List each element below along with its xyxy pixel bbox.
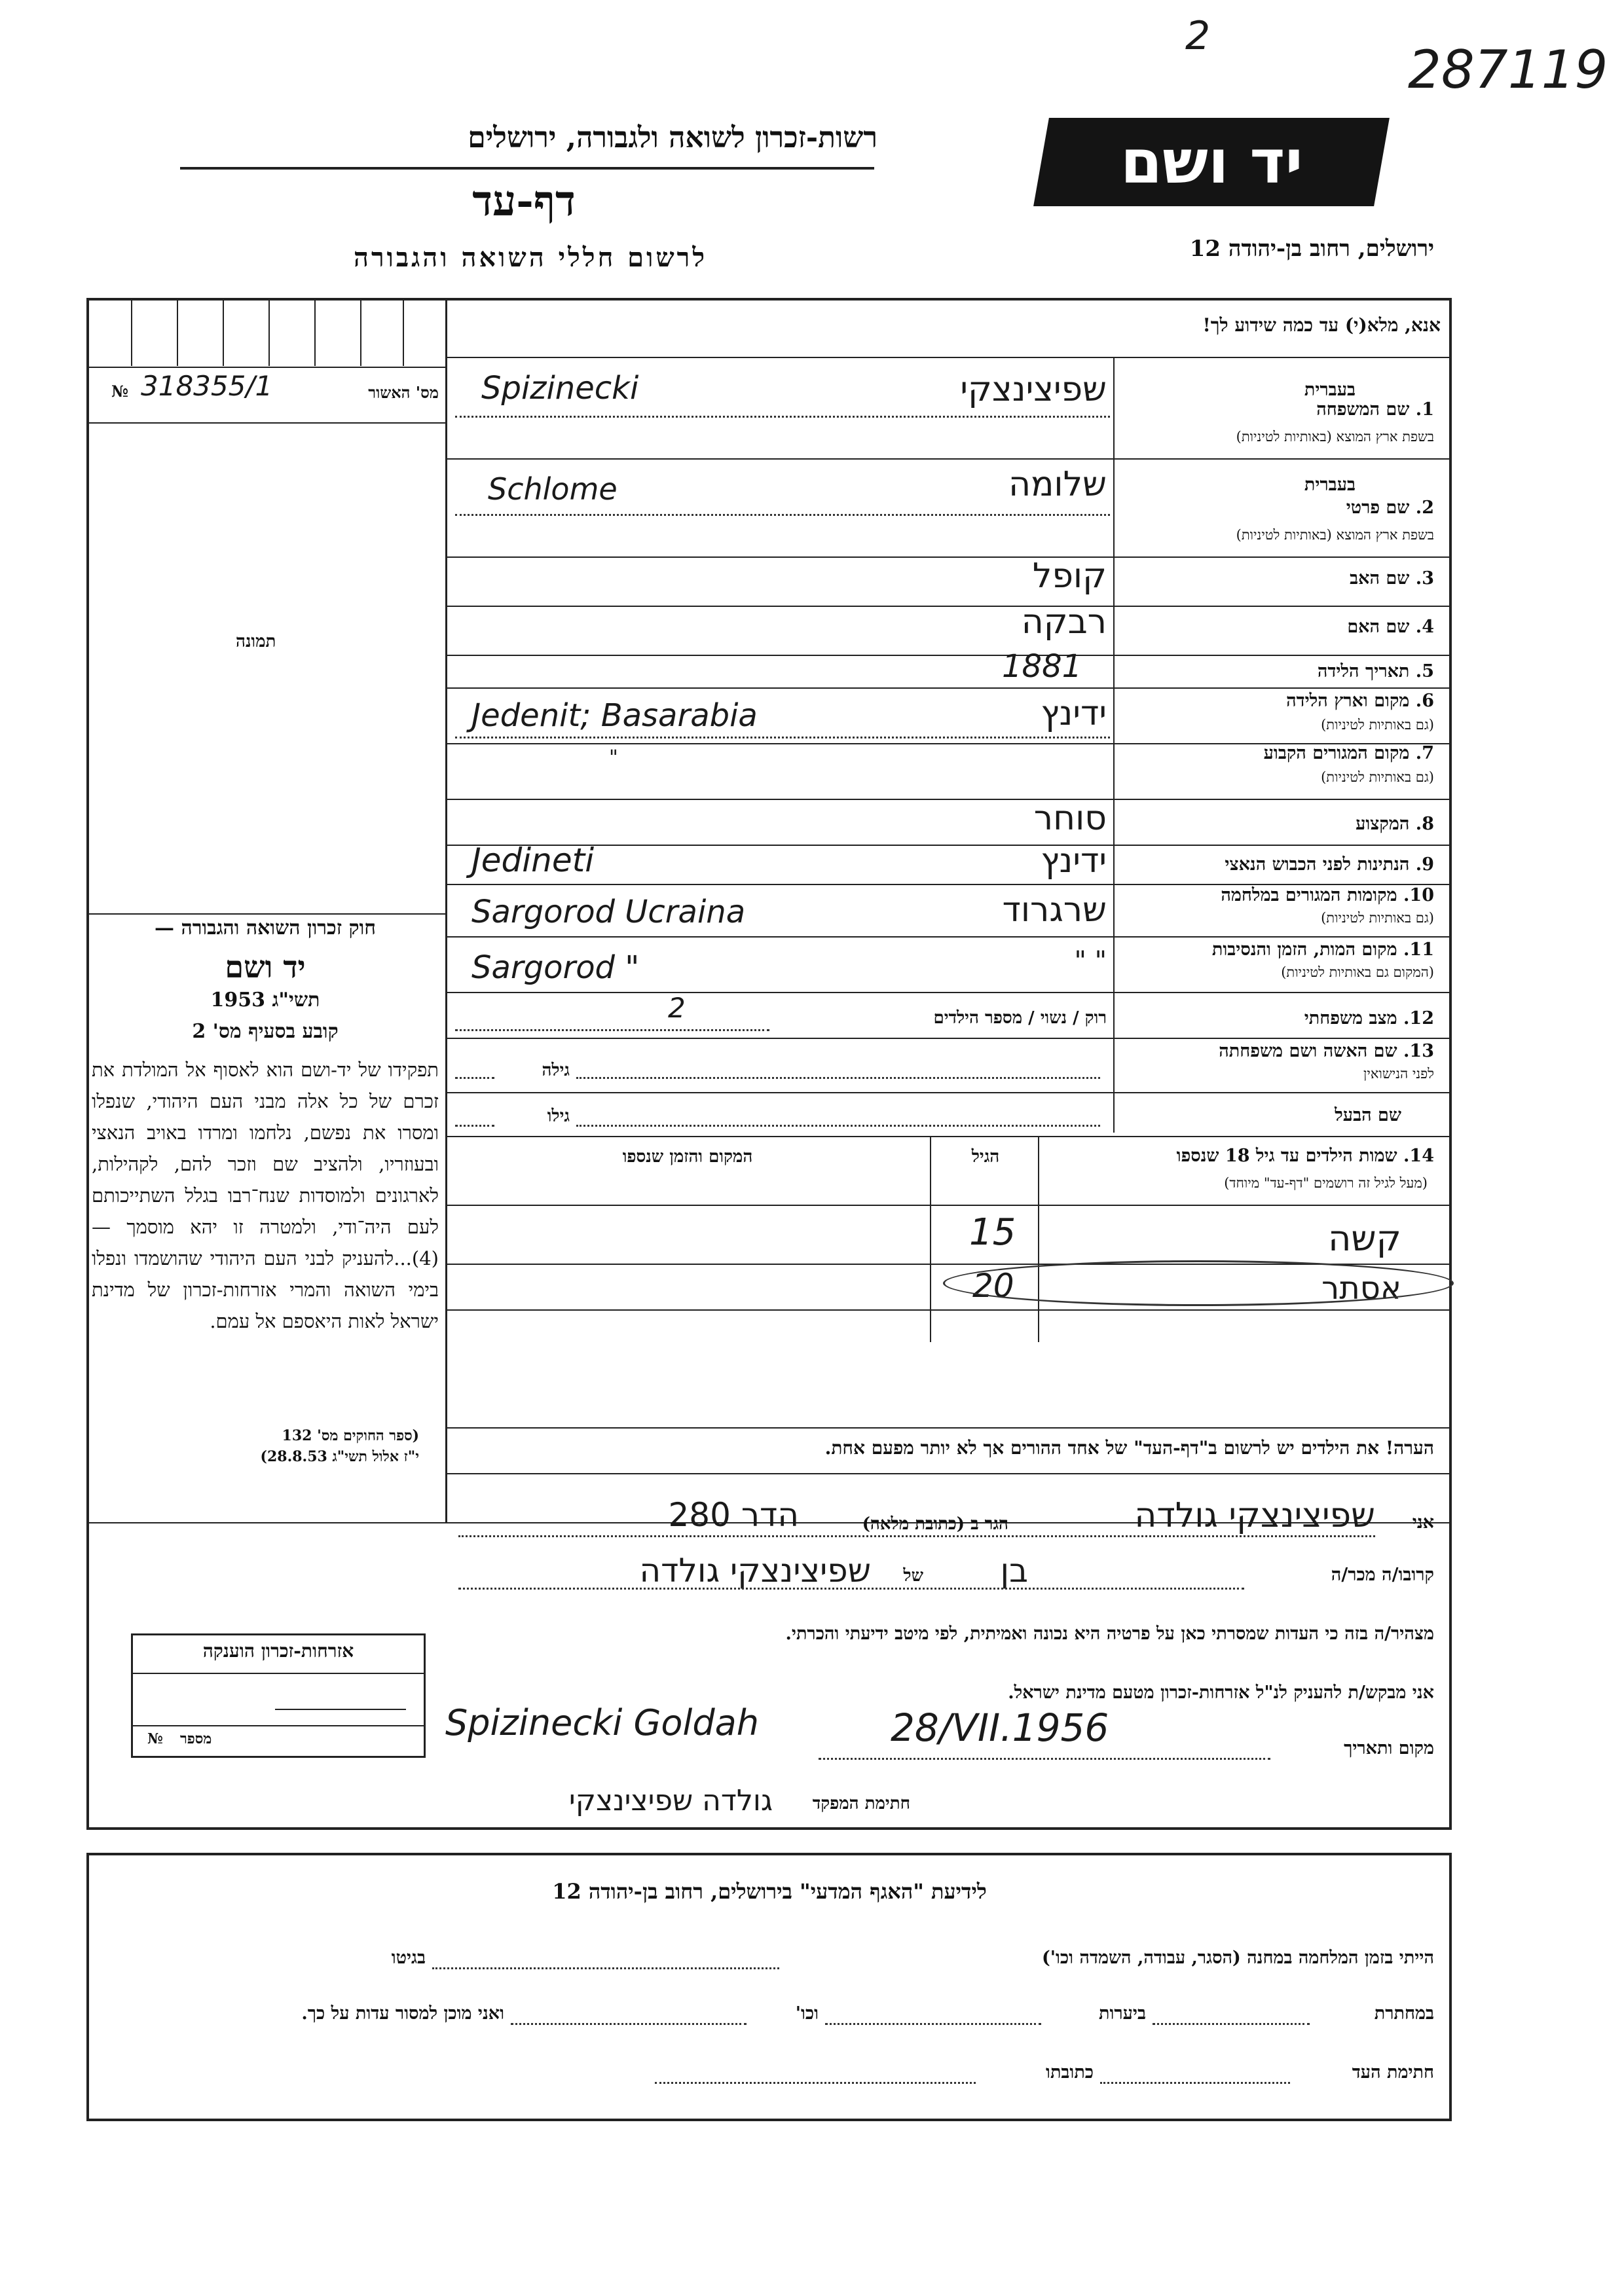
authority-title: רשות-זכרון לשואה ולגבורה, ירושלים: [468, 121, 877, 155]
f10-heb-value: שרגרוד: [1002, 890, 1107, 930]
f1-lat-value: Spizinecki: [481, 370, 639, 407]
f5-label: 5. תאריך הלידה: [1317, 661, 1434, 682]
f10-sub: (גם באותיות לטיניות): [1321, 910, 1434, 926]
law-ref2: י"ז אלול תשי"ג 28.8.53): [260, 1448, 419, 1465]
f12-children-num: 2: [668, 992, 686, 1024]
intro-text: אנא, מלא(י) עד כמה שידוע לך!: [1202, 314, 1441, 336]
cert-label: מס' האשור: [368, 383, 439, 402]
declarant-address: הדר 280: [668, 1496, 799, 1534]
f14-age-col: הגיל: [971, 1147, 1000, 1167]
f1-sub: בשפת ארץ המוצא (באותיות לטיניות): [1236, 429, 1434, 445]
law-text: תפקידו של יד-ושם הוא לאסוף אל המולדת את זכרם של כל אלה מבני העם היהודי, שנפלו ומסרו את נפשם, נלחמו ומרדו באויב הנאצי ובעוזריו, ולהציב שם וזכר להם, לקהילות, לארגונים ולמוסדות שנח־רבו בגלל השתייכותם לעם היה־ודי, ולמטרה זו יהא מוסמך — (4)...להעניק לבני העם היהודי שהושמדו ונפלו בימי השואה והמרי אזרחות-זכרון של מדינת ישראל לאות היאספם אל עמם.: [92, 1059, 439, 1332]
f11-label: 11. מקום המות, הזמן והנסיבות: [1211, 939, 1434, 960]
photo-label: תמונה: [236, 632, 276, 651]
place-date-label: מקום ותאריך: [1344, 1738, 1434, 1758]
f9-label: 9. הנתינות לפני הכבוש הנאצי: [1225, 854, 1434, 875]
note-text: הערה! את הילדים יש לרשום ב"דף-העד" של אחד ההורים אך לא יותר מפעם אחת.: [824, 1437, 1434, 1459]
f7-mark: ": [609, 746, 618, 769]
f2-heb-value: שלומה: [1008, 465, 1107, 504]
page-number: 2: [1185, 13, 1211, 59]
f8-value: סוחר: [1033, 799, 1107, 838]
archive-number: 287119: [1408, 39, 1608, 100]
f13-sub: לפני הנישואין: [1363, 1066, 1434, 1082]
law-year: תשי"ג 1953: [210, 989, 320, 1011]
f7-label: 7. מקום המגורים הקבוע: [1263, 743, 1434, 763]
info-line3-b: כתובתו: [1046, 2062, 1094, 2083]
law-name: יד ושם: [225, 949, 306, 985]
declare-text: מצהיר/ה בזה כי העדות שמסרתי כאן על פרטיה היא נכונה ואמיתית, לפי מיטב ידיעתי והכרתי.: [785, 1624, 1434, 1644]
relation-value: בן: [1000, 1552, 1028, 1590]
f12-value: רוק / נשוי / מספר הילדים: [933, 1008, 1107, 1028]
f13-label: 13. שם האשה ושם משפחתה: [1219, 1041, 1434, 1061]
relation-label: קרובו/ה מכר/ה: [1331, 1565, 1434, 1585]
f5-value: 1881: [1002, 648, 1082, 685]
law-section: קובע בסעיף מס' 2: [192, 1020, 339, 1043]
f1-label: 1. שם המשפחה: [1316, 399, 1434, 420]
f4-value: רבקה: [1021, 602, 1107, 642]
info-line2-d: ואני מוכן למסור עדות על כך.: [301, 2003, 504, 2024]
form-subtitle: לרשום חללי השואה והגבורה: [353, 242, 708, 273]
cert-box-num-label: מספר: [180, 1730, 212, 1747]
info-line2-c: וכו': [795, 2003, 819, 2024]
f11-sub: (המקום גם באותיות לטיניות): [1281, 964, 1434, 980]
f13-age-label: גילה: [542, 1061, 570, 1080]
f14-place-col: המקום והזמן שנספו: [622, 1147, 753, 1167]
info-line2-a: במחתרת: [1374, 2003, 1434, 2024]
declarant-living-label: הגר ב (כתובת מלאה): [862, 1514, 1008, 1534]
f1-heb-value: שפיצינצקי: [960, 370, 1107, 409]
child-2-circle-mark: [943, 1260, 1454, 1306]
sig-heb: גולדה שפיצינצקי: [568, 1784, 773, 1817]
f3-value: קופל: [1032, 556, 1107, 596]
cert-number: 318355/1: [141, 370, 273, 402]
cert-box-num-prefix: №: [147, 1730, 163, 1747]
f2-label: 2. שם פרטי: [1346, 498, 1434, 518]
child-1-name: קשה: [1328, 1218, 1401, 1259]
f13b-age-label: גילו: [547, 1106, 570, 1126]
f8-label: 8. המקצוע: [1356, 814, 1434, 834]
child-1-age: 15: [969, 1211, 1016, 1254]
child-2-age: 20: [972, 1267, 1014, 1305]
f1-heb-tag: בעברית: [1304, 380, 1356, 400]
logo-text: יד ושם: [1120, 127, 1303, 197]
info-line3-a: חתימת העד: [1352, 2062, 1434, 2083]
declarant-signature: Spizinecki Goldah: [445, 1702, 759, 1743]
law-title: חוק זכרון השואה והגבורה —: [155, 917, 376, 939]
f14-sub: (מעל לגיל זה רושמים "דף-עד" מיוחד): [1224, 1175, 1428, 1191]
info-title: לידיעת "האגף המדעי" בירושלים, רחוב בן-יהודה 12: [552, 1879, 987, 1904]
info-line1: הייתי בזמן המלחמה במחנה (הסגר, עבודה, השמדה וכו'): [1041, 1948, 1434, 1968]
f2-sub: בשפת ארץ המוצא (באותיות לטיניות): [1236, 527, 1434, 543]
declarant-i-label: אני: [1412, 1512, 1434, 1533]
declarant-name: שפיצינצקי גולדה: [1134, 1496, 1375, 1535]
yad-vashem-logo: [1033, 118, 1390, 206]
cert-prefix: №: [111, 382, 129, 401]
f10-label: 10. מקומות המגורים במלחמה: [1221, 885, 1434, 905]
law-ref1: (ספר החוקים מס' 132: [282, 1427, 419, 1444]
f14-label: 14. שמות הילדים עד גיל 18 שנספו: [1176, 1146, 1434, 1166]
cert-box-title: אזרחות-זכרון הוענקה: [202, 1640, 354, 1662]
child-2-name: אסתר: [1321, 1270, 1401, 1307]
info-line2-b: ביערות: [1098, 2003, 1146, 2024]
f6-heb-value: ידינץ: [1041, 694, 1107, 733]
sig-label: חתימת המפקד: [812, 1794, 910, 1813]
f11-heb-value: " ": [1074, 946, 1107, 976]
f9-lat-value: Jedineti: [471, 841, 595, 879]
f4-label: 4. שם האם: [1347, 617, 1434, 637]
declarant-date: 28/VII.1956: [891, 1705, 1109, 1750]
form-title: דף-עד: [472, 177, 576, 226]
address-line: ירושלים, רחוב בן-יהודה 12: [1189, 236, 1434, 262]
f12-label: 12. מצב משפחתי: [1304, 1008, 1434, 1029]
f9-heb-value: ידינץ: [1041, 841, 1107, 881]
f10-lat-value: Sargorod Ucraina: [471, 894, 746, 930]
info-line1-end: בגיטו: [391, 1948, 426, 1968]
request-text: אני מבקש/ת להעניק לנ"ל אזרחות-זכרון מטעם מדינת ישראל.: [1008, 1683, 1434, 1703]
f6-label: 6. מקום וארץ הלידה: [1286, 691, 1434, 711]
f11-lat-value: Sargorod ": [471, 949, 640, 986]
of-name: שפיצינצקי גולדה: [639, 1552, 871, 1590]
f2-heb-tag: בעברית: [1304, 475, 1356, 495]
f6-sub: (גם באותיות לטיניות): [1321, 717, 1434, 733]
of-label: של: [903, 1566, 923, 1586]
f2-lat-value: Schlome: [488, 471, 618, 507]
f7-sub: (גם באותיות לטיניות): [1321, 769, 1434, 785]
f13b-label: שם הבעל: [1335, 1105, 1401, 1125]
f6-lat-value: Jedenit; Basarabia: [471, 697, 758, 734]
f3-label: 3. שם האב: [1350, 568, 1434, 589]
